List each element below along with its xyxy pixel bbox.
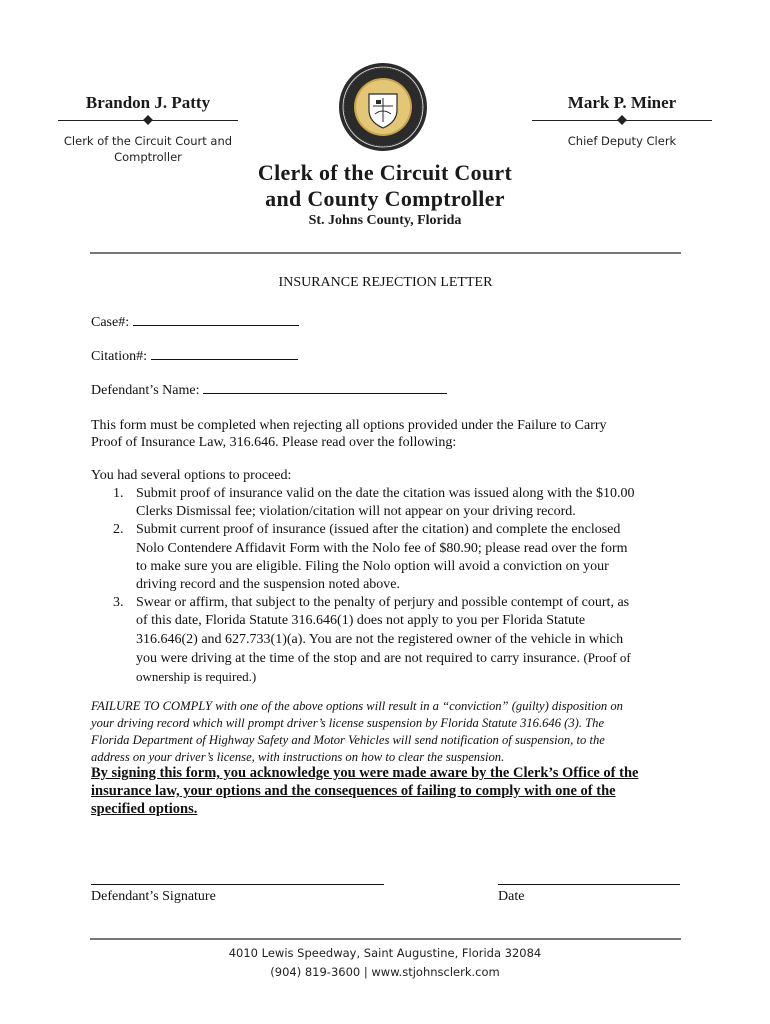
case-number-field[interactable] (91, 312, 299, 331)
office-title-line1: Clerk of the Circuit Court (257, 160, 513, 185)
clerk-name-block (58, 93, 238, 165)
intro-line: Proof of Insurance Law, 316.646. Please read over the following: (91, 435, 457, 450)
option-number: 3. (113, 595, 124, 611)
deputy-name-divider (532, 115, 712, 127)
acknowledgement-line: insurance law, your options and the consequences of failing to comply with one of the (91, 783, 616, 799)
clerk-title-line1: Clerk of the Circuit Court and (63, 134, 233, 148)
office-title-line2: and County Comptroller (265, 186, 505, 211)
deputy-title: Chief Deputy Clerk (567, 134, 677, 148)
deputy-name: Mark P. Miner (567, 93, 677, 112)
intro-line: This form must be completed when rejecting all options provided under the Failure to Carry (91, 418, 607, 433)
office-subtitle: St. Johns County, Florida (308, 213, 462, 228)
citation-number-label: Citation#: (91, 349, 147, 364)
option-line: driving record and the suspension noted above. (136, 577, 400, 593)
option-item (91, 485, 681, 521)
defendant-name-blank[interactable] (203, 380, 447, 394)
footer-contact: (904) 819-3600 | www.stjohnsclerk.com (270, 965, 500, 979)
option-line: to make sure you are eligible. Filing the Nolo option will avoid a conviction on your (136, 558, 609, 574)
header-divider (90, 252, 681, 254)
clerk-name-divider (58, 115, 238, 127)
warning-line: FAILURE TO COMPLY with one of the above options will result in a “conviction” (guilty) disposition on (91, 699, 623, 713)
footer (200, 944, 570, 982)
case-number-blank[interactable] (133, 312, 299, 326)
ownership-note-line2: ownership is required.) (136, 669, 257, 685)
option-line: Nolo Contendere Affidavit Form with the Nolo fee of $80.90; please read over the form (136, 540, 628, 556)
acknowledgement-statement (91, 764, 681, 818)
warning-line: your driving record which will prompt driver’s license suspension by Florida Statute 316.646 (3). The (91, 716, 605, 730)
date-label: Date (498, 889, 525, 904)
options-intro: You had several options to proceed: (91, 468, 292, 483)
clerk-name: Brandon J. Patty (85, 93, 211, 112)
option-line: of this date, Florida Statute 316.646(1) does not apply to you per Florida Statute (136, 613, 586, 629)
option-line: 316.646(2) and 627.733(1)(a). You are not the registered owner of the vehicle in which (136, 631, 624, 647)
failure-warning (91, 698, 686, 766)
defendant-signature-label: Defendant’s Signature (91, 889, 216, 904)
option-line: Submit proof of insurance valid on the date the citation was issued along with the $10.00 (136, 486, 635, 501)
office-title (200, 160, 570, 212)
deputy-name-block (532, 93, 712, 149)
options-list (91, 485, 681, 686)
option-line: Swear or affirm, that subject to the penalty of perjury and possible contempt of court, as (136, 595, 630, 611)
citation-number-blank[interactable] (151, 346, 298, 360)
citation-number-field[interactable] (91, 346, 298, 365)
option-number: 1. (113, 486, 124, 501)
clerk-title-line2: Comptroller (114, 150, 182, 164)
acknowledgement-line: specified options. (91, 801, 198, 817)
ornament-icon (143, 115, 153, 125)
warning-line: address on your driver’s license, with instructions on how to clear the suspension. (91, 750, 505, 764)
option-line (136, 649, 681, 668)
date-line[interactable] (498, 884, 680, 885)
document-title: INSURANCE REJECTION LETTER (278, 275, 493, 290)
option-item (91, 594, 681, 686)
acknowledgement-line: By signing this form, you acknowledge you were made aware by the Clerk’s Office of the (91, 765, 639, 781)
defendant-signature-line[interactable] (91, 884, 384, 885)
defendant-name-field[interactable] (91, 380, 447, 399)
option-item (91, 521, 681, 594)
case-number-label: Case#: (91, 315, 130, 330)
footer-divider (90, 938, 681, 940)
ornament-icon (617, 115, 627, 125)
ownership-note: (Proof of (583, 649, 631, 665)
footer-address: 4010 Lewis Speedway, Saint Augustine, Florida 32084 (228, 946, 542, 960)
option-line-text: you were driving at the time of the stop and are not required to carry insurance. (136, 650, 580, 666)
intro-paragraph (91, 417, 681, 451)
option-line: Clerks Dismissal fee; violation/citation will not appear on your driving record. (136, 504, 576, 520)
option-number: 2. (113, 522, 124, 538)
county-seal-logo (338, 62, 428, 152)
warning-line: Florida Department of Highway Safety and Motor Vehicles will send notification of suspension, to the (91, 733, 605, 747)
option-line: Submit current proof of insurance (issued after the citation) and complete the enclosed (136, 522, 621, 538)
defendant-name-label: Defendant’s Name: (91, 383, 200, 398)
